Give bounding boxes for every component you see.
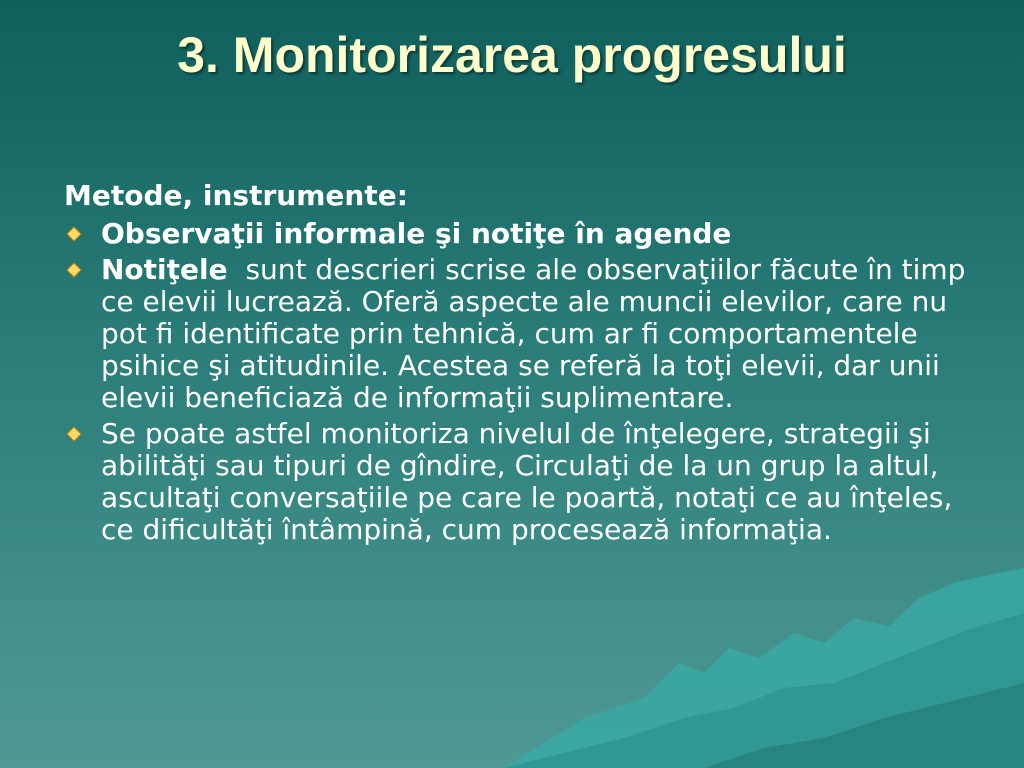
bullet-list [64,218,969,546]
diamond-bullet-icon [66,262,82,278]
mountain-range-icon [504,568,1024,768]
bullet-item-3 [64,418,969,546]
bullet-bold-text: Observaţii informale şi notiţe în agende [101,217,732,250]
bullet-item-2 [64,254,969,414]
diamond-bullet-icon [66,226,82,242]
diamond-bullet-icon [66,426,82,442]
intro-heading: Metode, instrumente: [64,179,408,212]
slide-title: 3. Monitorizarea progresului [177,27,847,83]
bullet-text: sunt descrieri scrise ale observaţiilor făcute în timp ce elevii lucrează. Oferă aspecte ale muncii elevilor, care nu pot fi identificate prin tehnică, cum ar fi comportamentele psihice şi atitudinile. Acestea se referă la toţi elevii, dar unii elevii beneficiază de informaţii suplimentare. [101,253,966,414]
bullet-bold-text: Notiţele [101,253,228,286]
bullet-text: Se poate astfel monitoriza nivelul de înţelegere, strategii şi abilităţi sau tipuri de gîndire, Circulaţi de la un grup la altul, ascultaţi conversaţiile pe care le poartă, notaţi ce au înţeles, ce dificultăţi întâmpină, cum procesează informaţia. [101,417,953,546]
bullet-item-1 [64,218,969,250]
slide-content [64,180,969,550]
